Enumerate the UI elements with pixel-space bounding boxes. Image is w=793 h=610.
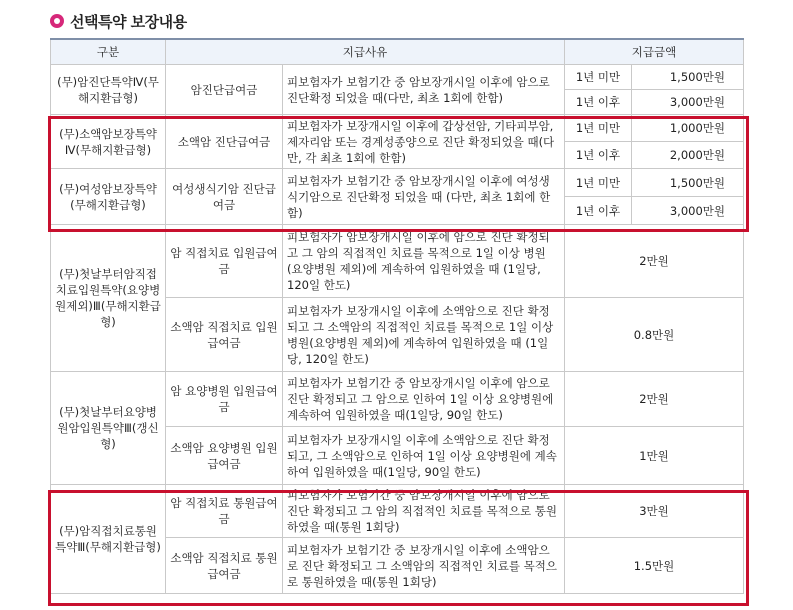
rider-name: (무)첫날부터암직접치료입원특약(요양병원제외)Ⅲ(무해지환급형) [51,225,166,372]
tier-amount: 1,500만원 [632,65,744,90]
table-row [51,225,744,298]
benefit-amount: 0.8만원 [565,298,744,372]
payment-reason: 피보험자가 보험기간 중 암보장개시일 이후에 여성생식기암으로 진단확정 되었을 때 (다만, 최초 1회에 한함) [283,169,565,225]
coverage-table [50,38,744,594]
table-row [51,115,744,142]
tier-amount: 1,500만원 [632,169,744,197]
benefit-name: 소액암 직접치료 통원급여금 [166,538,283,594]
payment-reason: 피보험자가 보장개시일 이후에 소액암으로 진단 확정되고 그 소액암의 직접적인 치료를 목적으로 1일 이상 병원(요양병원 제외)에 계속하여 입원하였을 때 (1일당, 120일 한도) [283,298,565,372]
payment-reason: 피보험자가 암보장개시일 이후에 암으로 진단 확정되고 그 암의 직접적인 치료를 목적으로 1일 이상 병원(요양병원 제외)에 계속하여 입원하였을 때 (1일당, 120일 한도) [283,225,565,298]
benefit-name: 암진단급여금 [166,65,283,115]
tier-amount: 1,000만원 [632,115,744,142]
payment-reason: 피보험자가 보험기간 중 암보장개시일 이후에 암으로 진단 확정되고 그 암으로 인하여 1일 이상 요양병원에 계속하여 입원하였을 때(1일당, 90일 한도) [283,372,565,427]
tier-period: 1년 이후 [565,142,632,169]
benefit-name: 소액암 직접치료 입원급여금 [166,298,283,372]
rider-name: (무)첫날부터요양병원암입원특약Ⅲ(갱신형) [51,372,166,485]
benefit-amount: 1.5만원 [565,538,744,594]
tier-period: 1년 이후 [565,90,632,115]
benefit-name: 암 요양병원 입원급여금 [166,372,283,427]
tier-amount: 3,000만원 [632,197,744,225]
table-row [51,65,744,90]
section-title: 선택특약 보장내용 [70,12,187,31]
tier-period: 1년 이후 [565,197,632,225]
benefit-amount: 1만원 [565,427,744,485]
payment-reason: 피보험자가 보장개시일 이후에 소액암으로 진단 확정되고, 그 소액암으로 인하여 1일 이상 요양병원에 계속하여 입원하였을 때(1일당, 90일 한도) [283,427,565,485]
table-row [51,485,744,538]
header-reason: 지급사유 [166,39,565,65]
benefit-name: 소액암 요양병원 입원급여금 [166,427,283,485]
benefit-name: 여성생식기암 진단급여금 [166,169,283,225]
benefit-amount: 3만원 [565,485,744,538]
tier-period: 1년 미만 [565,169,632,197]
benefit-name: 암 직접치료 통원급여금 [166,485,283,538]
table-row [51,372,744,427]
payment-reason: 피보험자가 보장개시일 이후에 갑상선암, 기타피부암, 제자리암 또는 경계성종양으로 진단 확정되었을 때(다만, 각 최초 1회에 한함) [283,115,565,169]
benefit-name: 소액암 진단급여금 [166,115,283,169]
benefit-amount: 2만원 [565,372,744,427]
benefit-name: 암 직접치료 입원급여금 [166,225,283,298]
section-heading [50,10,187,32]
circle-bullet-icon [50,14,64,28]
rider-name: (무)여성암보장특약(무해지환급형) [51,169,166,225]
header-type: 구분 [51,39,166,65]
payment-reason: 피보험자가 보험기간 중 암보장개시일 이후에 암으로 진단 확정되고 그 암의 직접적인 치료를 목적으로 통원하였을 때(통원 1회당) [283,485,565,538]
rider-name: (무)암진단특약Ⅳ(무해지환급형) [51,65,166,115]
tier-amount: 3,000만원 [632,90,744,115]
tier-period: 1년 미만 [565,65,632,90]
table-row [51,169,744,197]
payment-reason: 피보험자가 보험기간 중 암보장개시일 이후에 암으로 진단확정 되었을 때(다만, 최초 1회에 한함) [283,65,565,115]
rider-name: (무)소액암보장특약Ⅳ(무해지환급형) [51,115,166,169]
tier-amount: 2,000만원 [632,142,744,169]
header-amount: 지급금액 [565,39,744,65]
benefit-amount: 2만원 [565,225,744,298]
tier-period: 1년 미만 [565,115,632,142]
payment-reason: 피보험자가 보험기간 중 보장개시일 이후에 소액암으로 진단 확정되고 그 소액암의 직접적인 치료를 목적으로 통원하였을 때(통원 1회당) [283,538,565,594]
rider-name: (무)암직접치료통원특약Ⅲ(무해지환급형) [51,485,166,594]
